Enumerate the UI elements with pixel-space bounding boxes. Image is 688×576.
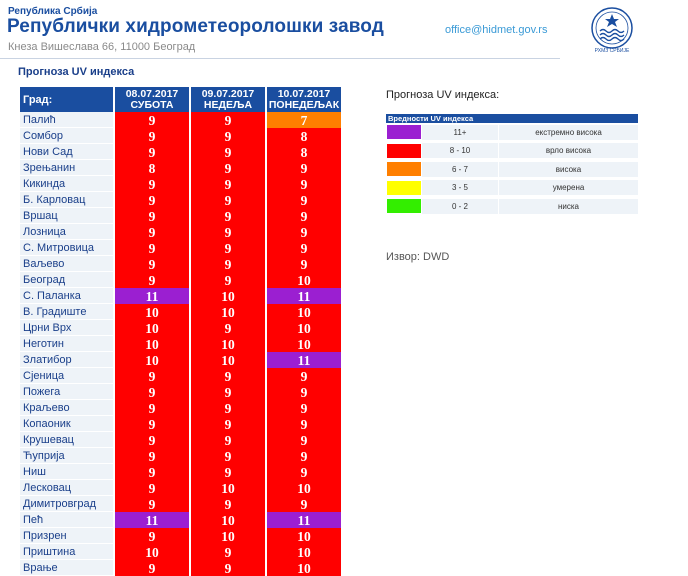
- table-row: [20, 480, 341, 496]
- day-column-header: [267, 87, 341, 112]
- legend-swatch: [387, 144, 421, 158]
- city-name: Ниш: [20, 464, 113, 480]
- uv-value-cell: 9: [115, 112, 189, 128]
- uv-value-cell: 9: [267, 256, 341, 272]
- uv-value-cell: 10: [191, 336, 265, 352]
- legend-row: [386, 160, 638, 179]
- table-row: [20, 512, 341, 528]
- city-name: Црни Врх: [20, 320, 113, 336]
- city-name: Краљево: [20, 400, 113, 416]
- legend-label: висока: [499, 162, 638, 177]
- city-name: С. Митровица: [20, 240, 113, 256]
- table-row: [20, 240, 341, 256]
- city-name: С. Паланка: [20, 288, 113, 304]
- legend-label: ниска: [499, 199, 638, 214]
- legend-range: 6 - 7: [422, 162, 498, 177]
- uv-value-cell: 10: [191, 528, 265, 544]
- table-row: [20, 288, 341, 304]
- table-row: [20, 496, 341, 512]
- table-row: [20, 320, 341, 336]
- table-row: [20, 448, 341, 464]
- legend-title: Прогноза UV индекса:: [386, 89, 500, 101]
- uv-value-cell: 11: [267, 512, 341, 528]
- table-row: [20, 368, 341, 384]
- uv-value-cell: 9: [115, 192, 189, 208]
- email-link[interactable]: office@hidmet.gov.rs: [445, 24, 548, 36]
- city-name: Крушевац: [20, 432, 113, 448]
- uv-value-cell: 10: [267, 272, 341, 288]
- uv-value-cell: 9: [191, 416, 265, 432]
- uv-value-cell: 9: [267, 240, 341, 256]
- day-weekday: ПОНЕДЕЉАК: [268, 98, 340, 111]
- uv-value-cell: 9: [115, 448, 189, 464]
- city-name: Ћуприја: [20, 448, 113, 464]
- legend-label: врло висока: [499, 143, 638, 158]
- uv-value-cell: 9: [191, 496, 265, 512]
- table-row: [20, 272, 341, 288]
- uv-value-cell: 9: [267, 368, 341, 384]
- legend-label: екстремно висока: [499, 125, 638, 140]
- uv-value-cell: 9: [191, 432, 265, 448]
- uv-value-cell: 9: [191, 160, 265, 176]
- source-note: Извор: DWD: [386, 251, 450, 263]
- header-address: Кнеза Вишеслава 66, 11000 Београд: [8, 41, 196, 53]
- uv-value-cell: 10: [191, 352, 265, 368]
- city-column-header: Град:: [20, 87, 113, 112]
- uv-value-cell: 9: [115, 144, 189, 160]
- city-name: В. Градиште: [20, 304, 113, 320]
- uv-value-cell: 9: [267, 160, 341, 176]
- uv-forecast-table: [18, 87, 343, 576]
- uv-value-cell: 10: [115, 336, 189, 352]
- uv-value-cell: 11: [267, 352, 341, 368]
- uv-value-cell: 9: [191, 464, 265, 480]
- table-row: [20, 416, 341, 432]
- uv-value-cell: 9: [267, 448, 341, 464]
- uv-value-cell: 8: [267, 128, 341, 144]
- day-date: 10.07.2017: [277, 87, 331, 100]
- legend-swatch: [387, 199, 421, 213]
- city-name: Копаоник: [20, 416, 113, 432]
- table-row: [20, 400, 341, 416]
- city-name: Вршац: [20, 208, 113, 224]
- uv-value-cell: 9: [115, 368, 189, 384]
- uv-value-cell: 9: [191, 400, 265, 416]
- uv-value-cell: 9: [191, 144, 265, 160]
- uv-value-cell: 10: [115, 304, 189, 320]
- legend-label: умерена: [499, 180, 638, 195]
- table-row: [20, 256, 341, 272]
- day-column-header: [115, 87, 189, 112]
- table-row: [20, 144, 341, 160]
- uv-value-cell: 9: [115, 176, 189, 192]
- day-weekday: СУБОТА: [130, 98, 174, 111]
- day-date: 08.07.2017: [125, 87, 179, 100]
- header-title: Републички хидрометеоролошки завод: [7, 16, 384, 37]
- city-name: Сјеница: [20, 368, 113, 384]
- table-row: [20, 528, 341, 544]
- uv-value-cell: 9: [115, 560, 189, 576]
- uv-value-cell: 9: [267, 400, 341, 416]
- uv-value-cell: 9: [191, 256, 265, 272]
- uv-value-cell: 10: [267, 320, 341, 336]
- section-title: Прогноза UV индекса: [18, 66, 135, 78]
- rhmz-logo: [590, 5, 634, 55]
- table-row: [20, 112, 341, 128]
- legend-swatch: [387, 162, 421, 176]
- city-name: Зрењанин: [20, 160, 113, 176]
- uv-value-cell: 9: [115, 272, 189, 288]
- uv-value-cell: 9: [191, 560, 265, 576]
- uv-value-cell: 7: [267, 112, 341, 128]
- uv-value-cell: 10: [115, 544, 189, 560]
- city-name: Кикинда: [20, 176, 113, 192]
- day-date: 09.07.2017: [201, 87, 255, 100]
- legend-row: [386, 123, 638, 142]
- uv-value-cell: 9: [267, 192, 341, 208]
- uv-value-cell: 9: [115, 240, 189, 256]
- table-row: [20, 304, 341, 320]
- uv-value-cell: 9: [191, 192, 265, 208]
- city-name: Лесковац: [20, 480, 113, 496]
- uv-value-cell: 11: [267, 288, 341, 304]
- uv-value-cell: 9: [191, 320, 265, 336]
- header-divider: [0, 58, 560, 59]
- uv-value-cell: 9: [267, 464, 341, 480]
- uv-value-cell: 9: [267, 208, 341, 224]
- uv-value-cell: 9: [115, 496, 189, 512]
- city-name: Пећ: [20, 512, 113, 528]
- uv-value-cell: 10: [191, 512, 265, 528]
- legend-swatch: [387, 125, 421, 139]
- table-row: [20, 464, 341, 480]
- uv-value-cell: 9: [267, 176, 341, 192]
- table-row: [20, 336, 341, 352]
- table-row: [20, 224, 341, 240]
- uv-value-cell: 9: [115, 224, 189, 240]
- legend-range: 0 - 2: [422, 199, 498, 214]
- city-name: Златибор: [20, 352, 113, 368]
- uv-value-cell: 8: [115, 160, 189, 176]
- uv-value-cell: 9: [191, 448, 265, 464]
- uv-value-cell: 9: [115, 528, 189, 544]
- table-row: [20, 352, 341, 368]
- uv-value-cell: 9: [191, 128, 265, 144]
- uv-value-cell: 9: [267, 432, 341, 448]
- uv-value-cell: 9: [115, 384, 189, 400]
- logo-text: РХМЗ СРБИЈЕ: [594, 48, 630, 54]
- table-header-row: [20, 87, 341, 112]
- city-name: Ваљево: [20, 256, 113, 272]
- table-body: [20, 112, 341, 576]
- uv-value-cell: 9: [191, 208, 265, 224]
- table-row: [20, 176, 341, 192]
- city-name: Димитровград: [20, 496, 113, 512]
- uv-value-cell: 10: [267, 544, 341, 560]
- uv-value-cell: 9: [115, 464, 189, 480]
- uv-value-cell: 10: [191, 480, 265, 496]
- legend-swatch: [387, 181, 421, 195]
- uv-value-cell: 11: [115, 512, 189, 528]
- uv-value-cell: 10: [267, 336, 341, 352]
- uv-value-cell: 10: [191, 304, 265, 320]
- uv-value-cell: 9: [191, 224, 265, 240]
- city-name: Пожега: [20, 384, 113, 400]
- uv-value-cell: 9: [191, 176, 265, 192]
- uv-value-cell: 9: [267, 416, 341, 432]
- header-republic: Република Србија: [8, 6, 98, 17]
- uv-value-cell: 9: [191, 272, 265, 288]
- legend-range: 11+: [422, 125, 498, 140]
- city-name: Призрен: [20, 528, 113, 544]
- uv-value-cell: 10: [115, 320, 189, 336]
- uv-value-cell: 9: [191, 368, 265, 384]
- uv-value-cell: 10: [267, 528, 341, 544]
- uv-value-cell: 10: [267, 304, 341, 320]
- uv-value-cell: 9: [115, 256, 189, 272]
- legend-range: 3 - 5: [422, 180, 498, 195]
- table-row: [20, 432, 341, 448]
- city-name: Нови Сад: [20, 144, 113, 160]
- uv-value-cell: 9: [115, 432, 189, 448]
- table-row: [20, 560, 341, 576]
- legend-range: 8 - 10: [422, 143, 498, 158]
- uv-value-cell: 9: [115, 400, 189, 416]
- legend-row: [386, 179, 638, 198]
- city-name: Б. Карловац: [20, 192, 113, 208]
- uv-value-cell: 10: [115, 352, 189, 368]
- legend-row: [386, 197, 638, 216]
- table-row: [20, 544, 341, 560]
- uv-value-cell: 11: [115, 288, 189, 304]
- uv-value-cell: 9: [115, 208, 189, 224]
- day-weekday: НЕДЕЉА: [203, 98, 253, 111]
- city-name: Неготин: [20, 336, 113, 352]
- table-row: [20, 160, 341, 176]
- uv-value-cell: 9: [191, 384, 265, 400]
- uv-value-cell: 8: [267, 144, 341, 160]
- uv-value-cell: 9: [267, 384, 341, 400]
- uv-value-cell: 10: [191, 288, 265, 304]
- legend-row: [386, 142, 638, 161]
- uv-value-cell: 9: [191, 544, 265, 560]
- city-name: Врање: [20, 560, 113, 576]
- day-column-header: [191, 87, 265, 112]
- uv-value-cell: 9: [191, 240, 265, 256]
- legend-rows: [386, 123, 638, 216]
- uv-value-cell: 10: [267, 480, 341, 496]
- city-name: Београд: [20, 272, 113, 288]
- uv-value-cell: 9: [115, 416, 189, 432]
- table-row: [20, 208, 341, 224]
- table-row: [20, 128, 341, 144]
- uv-value-cell: 9: [115, 128, 189, 144]
- city-name: Лозница: [20, 224, 113, 240]
- uv-value-cell: 9: [191, 112, 265, 128]
- uv-legend: [386, 114, 638, 216]
- city-name: Палић: [20, 112, 113, 128]
- table-row: [20, 192, 341, 208]
- uv-value-cell: 9: [267, 224, 341, 240]
- table-row: [20, 384, 341, 400]
- uv-value-cell: 9: [267, 496, 341, 512]
- city-name: Сомбор: [20, 128, 113, 144]
- legend-header: Вредности UV индекса: [386, 114, 638, 123]
- uv-value-cell: 10: [267, 560, 341, 576]
- city-name: Приштина: [20, 544, 113, 560]
- uv-value-cell: 9: [115, 480, 189, 496]
